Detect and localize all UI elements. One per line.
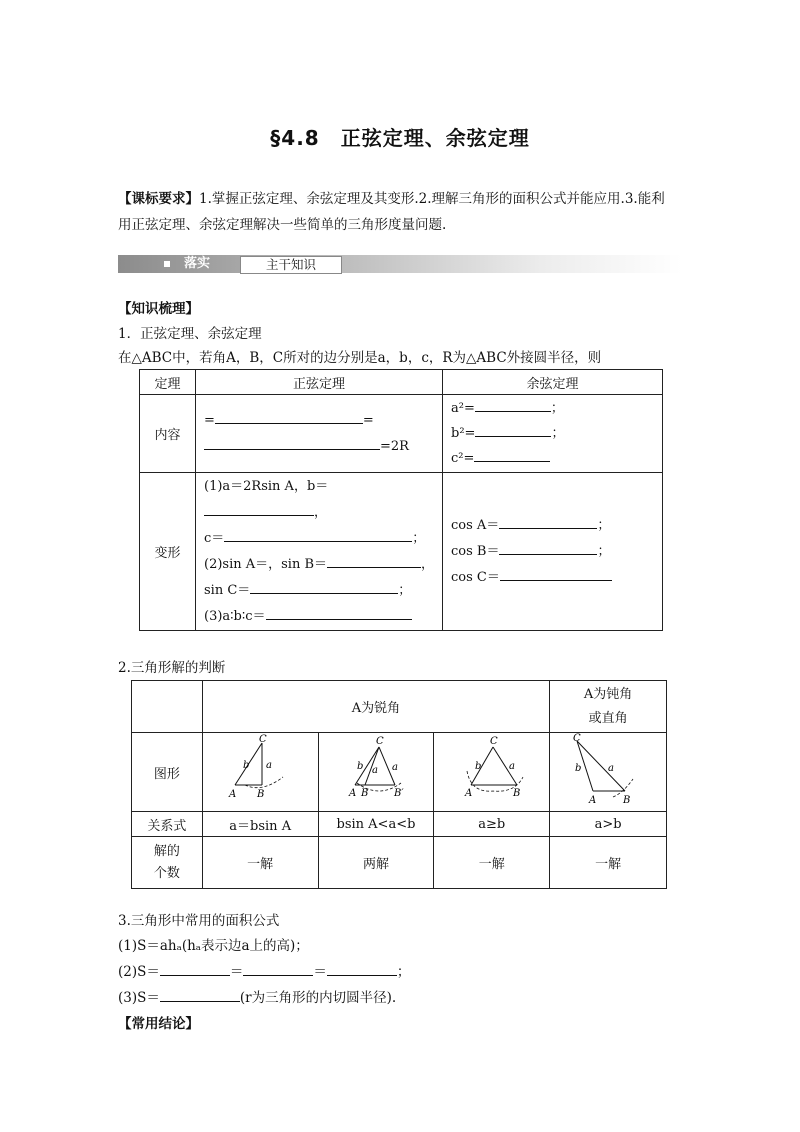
figure-cell-2	[318, 733, 434, 812]
count-label	[132, 837, 203, 889]
b-squared: b²=	[451, 426, 476, 441]
item3-heading: 3.三角形中常用的面积公式	[118, 913, 280, 929]
relation-cell: a＝bsin A	[202, 812, 318, 837]
label-A: A	[464, 788, 472, 799]
curriculum-requirement	[118, 186, 688, 238]
solution-table	[131, 680, 667, 889]
blank-line	[327, 555, 421, 568]
blank-line	[474, 449, 550, 462]
blank-line	[160, 989, 240, 1002]
label-a: a	[371, 765, 378, 776]
label-Bprime: B′	[393, 788, 404, 799]
item1-heading: 1．正弦定理、余弦定理	[118, 326, 262, 342]
blank-line	[215, 411, 363, 424]
equals-text: =	[362, 412, 374, 428]
label-b: b	[356, 761, 364, 772]
semicolon: ；	[396, 964, 411, 980]
relation-cell: a>b	[550, 812, 667, 837]
knowledge-heading: 【知识梳理】	[118, 301, 199, 317]
two-solution-figure	[321, 733, 431, 807]
label-b: b	[474, 761, 482, 772]
requirement-line2: 用正弦定理、余弦定理解决一些简单的三角形度量问题.	[118, 217, 447, 233]
cosB-equals: cos B＝	[451, 543, 500, 559]
label-c: C	[573, 733, 581, 744]
relation-cell: a≥b	[434, 812, 550, 837]
label-B: B	[623, 795, 631, 806]
blank-line	[243, 963, 313, 976]
f3-start: (3)S＝	[118, 990, 160, 1006]
figure-cell-4	[550, 733, 667, 812]
count-cell: 一解	[550, 837, 667, 889]
blank-line	[475, 424, 551, 437]
equals-2r-text: =2R	[380, 438, 409, 454]
label-b: b	[575, 763, 582, 774]
obtuse-line1: A为钝角	[583, 686, 633, 702]
semicolon: ；	[412, 530, 426, 546]
label-a: a	[391, 762, 398, 773]
label-B: B	[257, 789, 265, 800]
label-c: C	[375, 736, 384, 747]
item2-heading: 2.三角形解的判断	[118, 660, 226, 676]
empty-corner	[132, 681, 203, 733]
banner-left: 落实	[184, 256, 211, 271]
blank-line	[204, 503, 314, 516]
transform-2: (2)sin A＝，sin B＝	[204, 556, 328, 572]
blank-line	[475, 399, 551, 412]
label-A: A	[348, 788, 357, 799]
blank-line	[499, 516, 597, 529]
blank-line	[266, 607, 412, 620]
f3-end: (r为三角形的内切圆半径).	[239, 990, 397, 1006]
transform-3: (3)a∶b∶c＝	[204, 608, 266, 624]
blank-line	[499, 542, 597, 555]
figure-cell-1	[202, 733, 318, 812]
blank-line	[250, 581, 398, 594]
item1-intro: 在△ABC中，若角A，B，C所对的边分别是a，b，c，R为△ABC外接圆半径，则	[118, 350, 602, 366]
right-triangle-figure	[205, 733, 315, 807]
cos-content-cell	[443, 395, 663, 473]
count-label-line1: 解的	[153, 843, 180, 859]
obtuse-header	[550, 681, 667, 733]
formula-3	[118, 986, 396, 1006]
equals-text: =	[204, 412, 215, 428]
relation-label: 关系式	[132, 812, 203, 837]
label-A: A	[589, 795, 597, 806]
semicolon: ；	[550, 401, 564, 416]
label-a: a	[266, 760, 273, 771]
semicolon: ；	[551, 426, 565, 441]
requirement-line1: 1.掌握正弦定理、余弦定理及其变形.2.理解三角形的面积公式并能应用.3.能利	[199, 191, 665, 207]
label-a: a	[508, 761, 515, 772]
label-a: a	[608, 763, 615, 774]
c-equals: c＝	[204, 530, 225, 546]
label-c: C	[259, 734, 267, 745]
equals: ＝	[313, 964, 327, 980]
count-cell: 一解	[434, 837, 550, 889]
comma: ，	[421, 556, 435, 572]
cos-transform-cell	[443, 473, 663, 631]
label-A: A	[229, 789, 237, 800]
page-title: §4.8 正弦定理、余弦定理	[270, 126, 530, 150]
table1-header: 定理	[140, 370, 196, 395]
blank-line	[204, 437, 380, 450]
obtuse-line2: 或直角	[588, 710, 628, 726]
table1-header: 余弦定理	[443, 370, 663, 395]
label-B: B	[512, 788, 521, 799]
cosA-equals: cos A＝	[451, 517, 500, 533]
semicolon: ；	[398, 582, 412, 598]
sinc-equals: sin C＝	[204, 582, 251, 598]
figure-cell-3	[434, 733, 550, 812]
banner-right: 主干知识	[240, 256, 342, 274]
count-cell: 一解	[202, 837, 318, 889]
count-label-line2: 个数	[153, 865, 180, 881]
count-cell: 两解	[318, 837, 434, 889]
row-content-label: 内容	[140, 395, 196, 473]
blank-line	[500, 568, 612, 581]
a-squared: a²=	[451, 401, 475, 416]
section-banner	[118, 255, 682, 273]
acute-header: A为锐角	[202, 681, 549, 733]
c-squared: c²=	[451, 451, 475, 466]
label-B: B	[360, 788, 369, 799]
equals: ＝	[229, 964, 244, 980]
formula-2	[118, 960, 410, 980]
table1-header: 正弦定理	[196, 370, 443, 395]
semicolon: ；	[597, 543, 611, 559]
blank-line	[160, 963, 230, 976]
figure-label: 图形	[132, 733, 203, 812]
square-bullet-icon	[164, 261, 170, 267]
requirement-label: 【课标要求】	[118, 191, 199, 207]
theorem-table	[139, 369, 663, 631]
cosC-equals: cos C＝	[451, 569, 500, 585]
obtuse-figure	[553, 733, 663, 807]
sine-transform-cell	[196, 473, 443, 631]
formula-1: (1)S＝ahₐ(hₐ表示边a上的高)；	[118, 938, 309, 954]
conclusion-heading: 【常用结论】	[118, 1016, 199, 1032]
label-c: C	[489, 736, 498, 747]
blank-line	[327, 963, 397, 976]
label-b: b	[243, 760, 250, 771]
sine-content-cell	[196, 395, 443, 473]
relation-cell: bsin A<a<b	[318, 812, 434, 837]
blank-line	[224, 529, 412, 542]
one-solution-figure	[437, 733, 547, 807]
transform-1: (1)a＝2Rsin A，b＝	[204, 478, 329, 494]
semicolon: ；	[597, 517, 611, 533]
row-transform-label: 变形	[140, 473, 196, 631]
f2-start: (2)S＝	[118, 964, 160, 980]
comma: ，	[314, 504, 328, 520]
